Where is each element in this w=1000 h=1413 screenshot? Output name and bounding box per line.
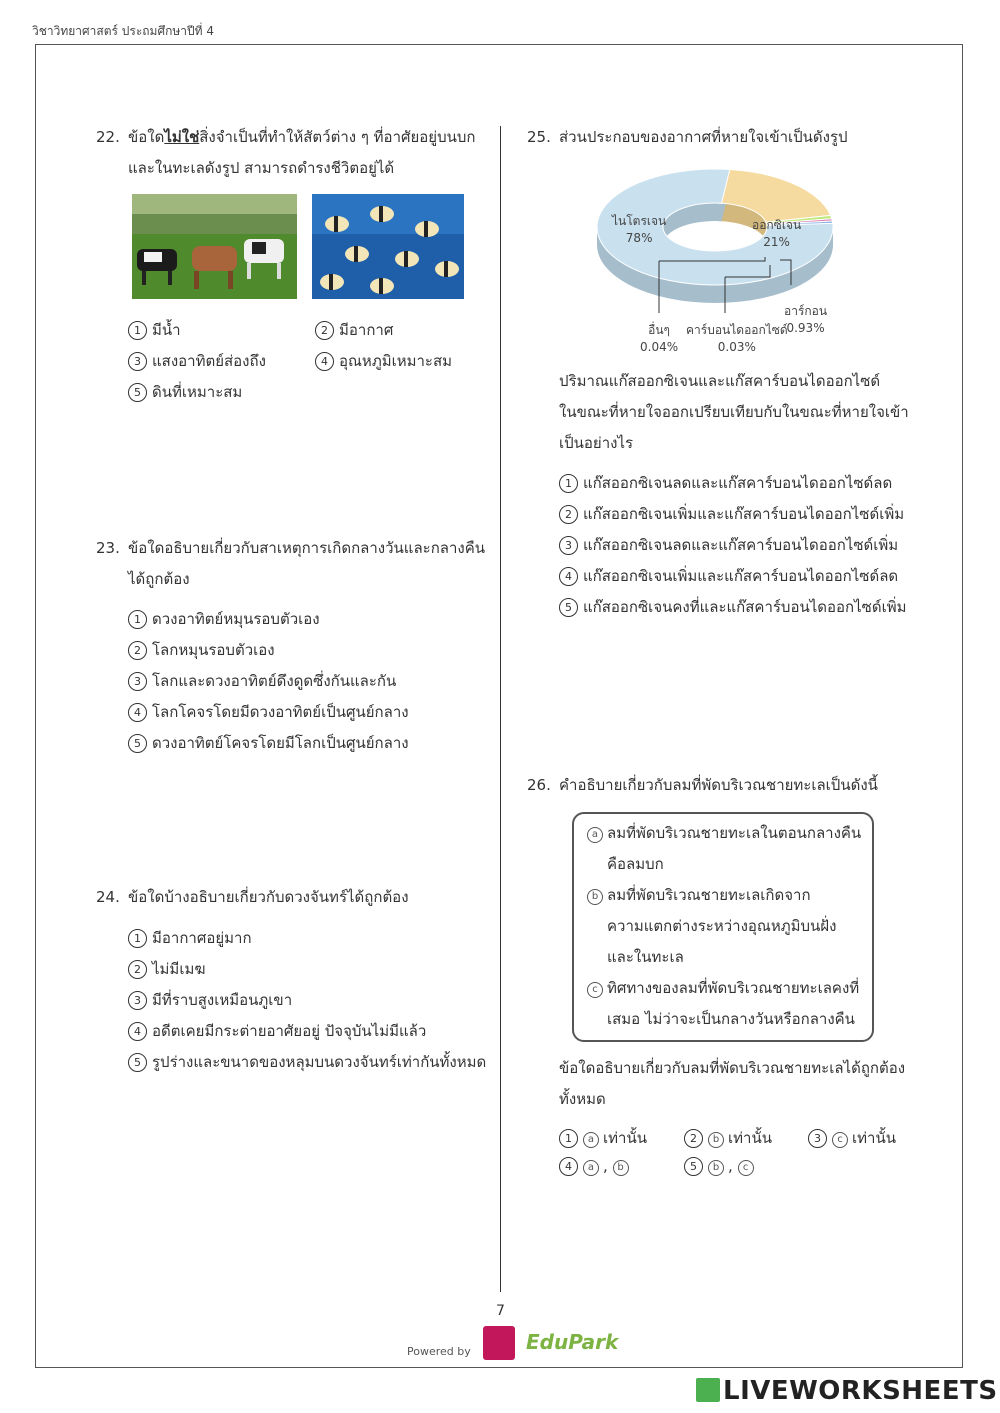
statement-c: c ทิศทางของลมที่พัดบริเวณชายทะเลคงที่	[587, 976, 859, 1000]
statement-b: b ลมที่พัดบริเวณชายทะเลเกิดจาก	[587, 883, 811, 907]
q23-number: 23.	[96, 539, 120, 557]
q22-option-5[interactable]: 5 ดินที่เหมาะสม	[128, 380, 242, 404]
header-subject: วิชาวิทยาศาสตร์ ประถมศึกษาปีที่ 4	[32, 24, 214, 38]
q22-option-4[interactable]: 4 อุณหภูมิเหมาะสม	[315, 349, 452, 373]
powered-by-text: Powered by	[407, 1345, 471, 1358]
q26-option-1[interactable]: 1 a เท่านั้น	[559, 1126, 647, 1150]
q22-line2: และในทะเลดังรูป สามารถดำรงชีวิตอยู่ได้	[128, 159, 395, 177]
q24-number: 24.	[96, 888, 120, 906]
statement-b-line3: และในทะเล	[607, 948, 684, 966]
edupark-logo: EduPark	[526, 1330, 619, 1354]
q25-number: 25.	[527, 128, 551, 146]
fish-photo	[312, 194, 464, 299]
pie-label-argon: อาร์กอน 0.93%	[784, 304, 828, 335]
q23-option-5[interactable]: 5 ดวงอาทิตย์โคจรโดยมีโลกเป็นศูนย์กลาง	[128, 731, 409, 755]
pie-label-nitrogen: ไนโตรเจน 78%	[612, 214, 667, 245]
q25-option-4[interactable]: 4 แก๊สออกซิเจนเพิ่มและแก๊สคาร์บอนไดออกไซด์ลด	[559, 564, 898, 588]
question-24	[96, 882, 409, 913]
q26-option-2[interactable]: 2 b เท่านั้น	[684, 1126, 772, 1150]
q26-body: ข้อใดอธิบายเกี่ยวกับลมที่พัดบริเวณชายทะเลได้ถูกต้อง ทั้งหมด	[559, 1059, 906, 1108]
page-number: 7	[496, 1303, 505, 1319]
q26-number: 26.	[527, 776, 551, 794]
liveworksheets-logo: LIVEWORKSHEETS	[696, 1376, 998, 1406]
q24-text: ข้อใดบ้างอธิบายเกี่ยวกับดวงจันทร์ได้ถูกต้อง	[128, 888, 409, 906]
q26-text: คำอธิบายเกี่ยวกับลมที่พัดบริเวณชายทะเลเป็นดังนี้	[559, 776, 878, 794]
statement-a-line2: คือลมบก	[607, 855, 664, 873]
q25-option-2[interactable]: 2 แก๊สออกซิเจนเพิ่มและแก๊สคาร์บอนไดออกไซด์เพิ่ม	[559, 502, 904, 526]
statement-b-line2: ความแตกต่างระหว่างอุณหภูมิบนฝั่ง	[607, 917, 837, 935]
q23-option-3[interactable]: 3 โลกและดวงอาทิตย์ดึงดูดซึ่งกันและกัน	[128, 669, 396, 693]
circled-number-4: 4	[315, 352, 334, 371]
q25-text: ส่วนประกอบของอากาศที่หายใจเข้าเป็นดังรูป	[559, 128, 848, 146]
question-25	[527, 122, 848, 153]
circled-number-1: 1	[128, 321, 147, 340]
q25-option-5[interactable]: 5 แก๊สออกซิเจนคงที่และแก๊สคาร์บอนไดออกไซด์เพิ่ม	[559, 595, 906, 619]
q24-option-4[interactable]: 4 อดีตเคยมีกระต่ายอาศัยอยู่ ปัจจุบันไม่มีแล้ว	[128, 1019, 426, 1043]
q22-text-post: สิ่งจำเป็นที่ทำให้สัตว์ต่าง ๆ ที่อาศัยอยู่บนบก	[199, 128, 476, 146]
q25-body: ปริมาณแก๊สออกซิเจนและแก๊สคาร์บอนไดออกไซด์ ในขณะที่หายใจออกเปรียบเทียบกับในขณะที่หายใจเข้า เป็นอย่างไร	[559, 372, 909, 452]
circled-number-2: 2	[315, 321, 334, 340]
pie-label-other: อื่นๆ 0.04%	[640, 323, 679, 354]
circled-number-5: 5	[128, 383, 147, 402]
q24-option-2[interactable]: 2 ไม่มีเมฆ	[128, 957, 205, 981]
cows-photo	[132, 194, 297, 299]
q22-option-2[interactable]: 2 มีอากาศ	[315, 318, 393, 342]
circled-number-3: 3	[128, 352, 147, 371]
q24-option-5[interactable]: 5 รูปร่างและขนาดของหลุมบนดวงจันทร์เท่ากันทั้งหมด	[128, 1050, 486, 1074]
q26-option-5[interactable]: 5 b , c	[684, 1157, 758, 1176]
q24-option-1[interactable]: 1 มีอากาศอยู่มาก	[128, 926, 252, 950]
q22-option-3[interactable]: 3 แสงอาทิตย์ส่องถึง	[128, 349, 266, 373]
q25-option-3[interactable]: 3 แก๊สออกซิเจนลดและแก๊สคาร์บอนไดออกไซด์เพิ่ม	[559, 533, 898, 557]
q22-number: 22.	[96, 128, 120, 146]
q23-option-4[interactable]: 4 โลกโคจรโดยมีดวงอาทิตย์เป็นศูนย์กลาง	[128, 700, 409, 724]
q22-option-1[interactable]: 1 มีน้ำ	[128, 318, 181, 342]
q23-option-1[interactable]: 1 ดวงอาทิตย์หมุนรอบตัวเอง	[128, 607, 320, 631]
q22-text-pre: ข้อใด	[128, 128, 165, 146]
q25-option-1[interactable]: 1 แก๊สออกซิเจนลดและแก๊สคาร์บอนไดออกไซด์ลด	[559, 471, 892, 495]
q26-option-3[interactable]: 3 c เท่านั้น	[808, 1126, 896, 1150]
pie-label-oxygen: ออกซิเจน 21%	[752, 218, 802, 249]
q24-option-3[interactable]: 3 มีที่ราบสูงเหมือนภูเขา	[128, 988, 292, 1012]
question-22	[96, 122, 475, 184]
q23-option-2[interactable]: 2 โลกหมุนรอบตัวเอง	[128, 638, 275, 662]
q23-text: ข้อใดอธิบายเกี่ยวกับสาเหตุการเกิดกลางวันและกลางคืน	[128, 539, 486, 557]
statement-c-line2: เสมอ ไม่ว่าจะเป็นกลางวันหรือกลางคืน	[607, 1010, 855, 1028]
column-divider	[500, 126, 501, 1292]
publisher-logo	[483, 1326, 515, 1360]
question-23	[96, 533, 485, 595]
question-26	[527, 770, 878, 801]
q23-line2: ได้ถูกต้อง	[128, 570, 190, 588]
statement-a: a ลมที่พัดบริเวณชายทะเลในตอนกลางคืน	[587, 821, 861, 845]
q26-option-4[interactable]: 4 a , b	[559, 1157, 633, 1176]
liveworksheets-icon	[696, 1378, 720, 1402]
q22-text-emphasis: ไม่ใช่	[164, 128, 200, 146]
pie-label-co2: คาร์บอนไดออกไซด์ 0.03%	[686, 323, 788, 354]
